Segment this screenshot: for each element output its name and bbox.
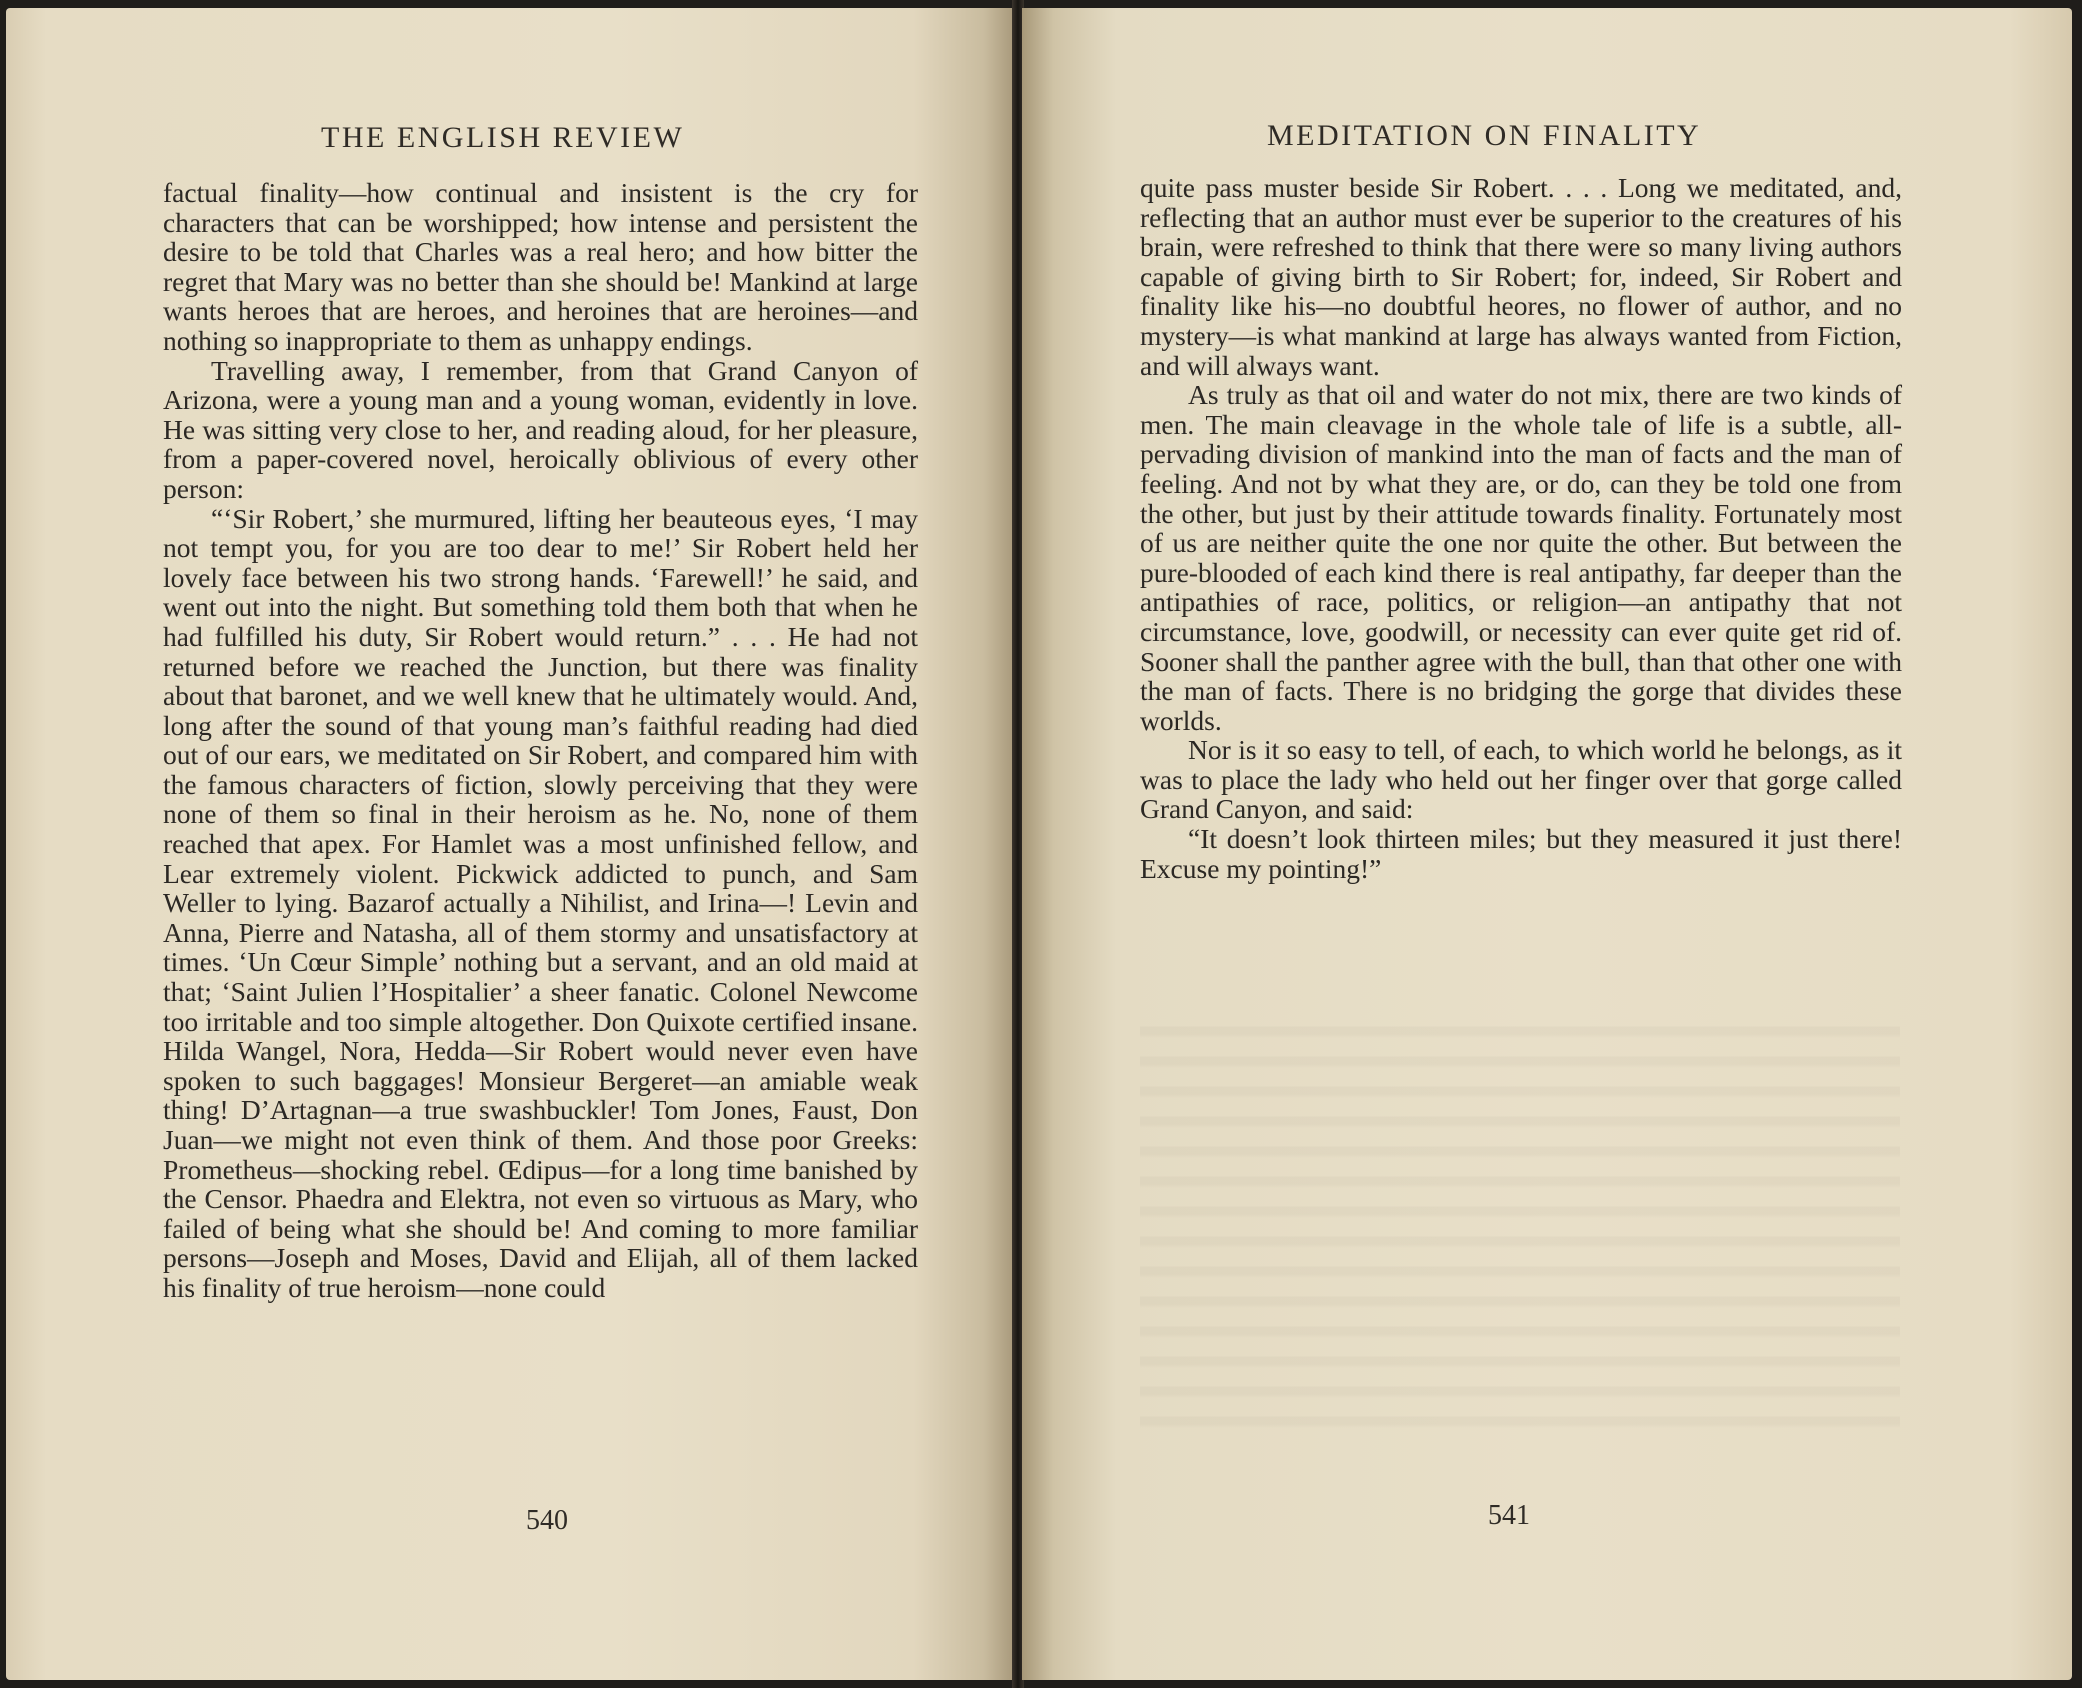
page-number-right: 541 (1488, 1500, 1530, 1531)
running-head-right: MEDITATION ON FINALITY (1267, 119, 1702, 152)
left-page-body (163, 178, 918, 1303)
right-page-body (1140, 173, 1902, 883)
page-number-left: 540 (526, 1505, 568, 1536)
show-through-text (1140, 1008, 1900, 1428)
paragraph: “It doesn’t look thirteen miles; but they measured it just there! Excuse my pointing!” (1140, 823, 1902, 884)
left-page (6, 8, 1014, 1680)
running-head-left: THE ENGLISH REVIEW (321, 121, 685, 154)
right-page (1022, 8, 2072, 1680)
paragraph: Nor is it so easy to tell, of each, to which world he belongs, as it was to place the lady who held out her finger over that gorge called Grand Canyon, and said: (1140, 734, 1902, 825)
paragraph: quite pass muster beside Sir Robert. . . . Long we meditated, and, reflecting that an author must ever be superior to the creatures of his brain, were refreshed to think that there were so many living authors capable of giving birth to Sir Robert; for, indeed, Sir Robert and finality like his—no doubtful heores, no flower of author, and no mystery—is what mankind at large has always wanted from Fiction, and will always want. (1140, 172, 1902, 381)
paragraph: As truly as that oil and water do not mix, there are two kinds of men. The main cleavage in the whole tale of life is a subtle, all-pervading division of mankind into the man of facts and the man of feeling. And not by what they are, or do, can they be told one from the other, but just by their attitude towards finality. Fortunately most of us are neither quite the one nor quite the other. But between the pure-blooded of each kind there is real antipathy, far deeper than the antipathies of race, politics, or religion—an antipathy that not circumstance, love, goodwill, or necessity can ever quite get rid of. Sooner shall the panther agree with the bull, than that other one with the man of facts. There is no bridging the gorge that divides these worlds. (1140, 379, 1902, 736)
paragraph: “‘Sir Robert,’ she murmured, lifting her beauteous eyes, ‘I may not tempt you, for you are too dear to me!’ Sir Robert held her lovely face between his two strong hands. ‘Farewell!’ he said, and went out into the night. But something told them both that when he had fulfilled his duty, Sir Robert would return.” . . . He had not returned before we reached the Junction, but there was finality about that baronet, and we well knew that he ultimately would. And, long after the sound of that young man’s faithful reading had died out of our ears, we meditated on Sir Robert, and compared him with the famous characters of fiction, slowly perceiving that they were none of them so final in their heroism as he. No, none of them reached that apex. For Hamlet was a most unfinished fellow, and Lear extremely violent. Pickwick addicted to punch, and Sam Weller to lying. Bazarof actually a Nihilist, and Irina—! Levin and Anna, Pierre and Natasha, all of them stormy and unsatisfactory at times. ‘Un Cœur Simple’ nothing but a servant, and an old maid at that; ‘Saint Julien l’Hospitalier’ a sheer fanatic. Colonel Newcome too irritable and too simple altogether. Don Quixote certified insane. Hilda Wangel, Nora, Hedda—Sir Robert would never even have spoken to such baggages! Monsieur Bergeret—an amiable weak thing! D’Artagnan—a true swashbuckler! Tom Jones, Faust, Don Juan—we might not even think of them. And those poor Greeks: Prometheus—shocking rebel. Œdipus—for a long time banished by the Censor. Phaedra and Elektra, not even so virtuous as Mary, who failed of being what she should be! And coming to more familiar persons—Joseph and Moses, David and Elijah, all of them lacked his finality of true heroism—none could (163, 502, 918, 1303)
paragraph: factual finality—how continual and insistent is the cry for characters that can be worshipped; how intense and persistent the desire to be told that Charles was a real hero; and how bitter the regret that Mary was no better than she should be! Mankind at large wants heroes that are heroes, and heroines that are heroines—and nothing so inappropriate to them as unhappy endings. (163, 177, 918, 356)
paragraph: Travelling away, I remember, from that Grand Canyon of Arizona, were a young man and a young woman, evidently in love. He was sitting very close to her, and reading aloud, for her pleasure, from a paper-covered novel, heroically oblivious of every other person: (163, 354, 918, 504)
